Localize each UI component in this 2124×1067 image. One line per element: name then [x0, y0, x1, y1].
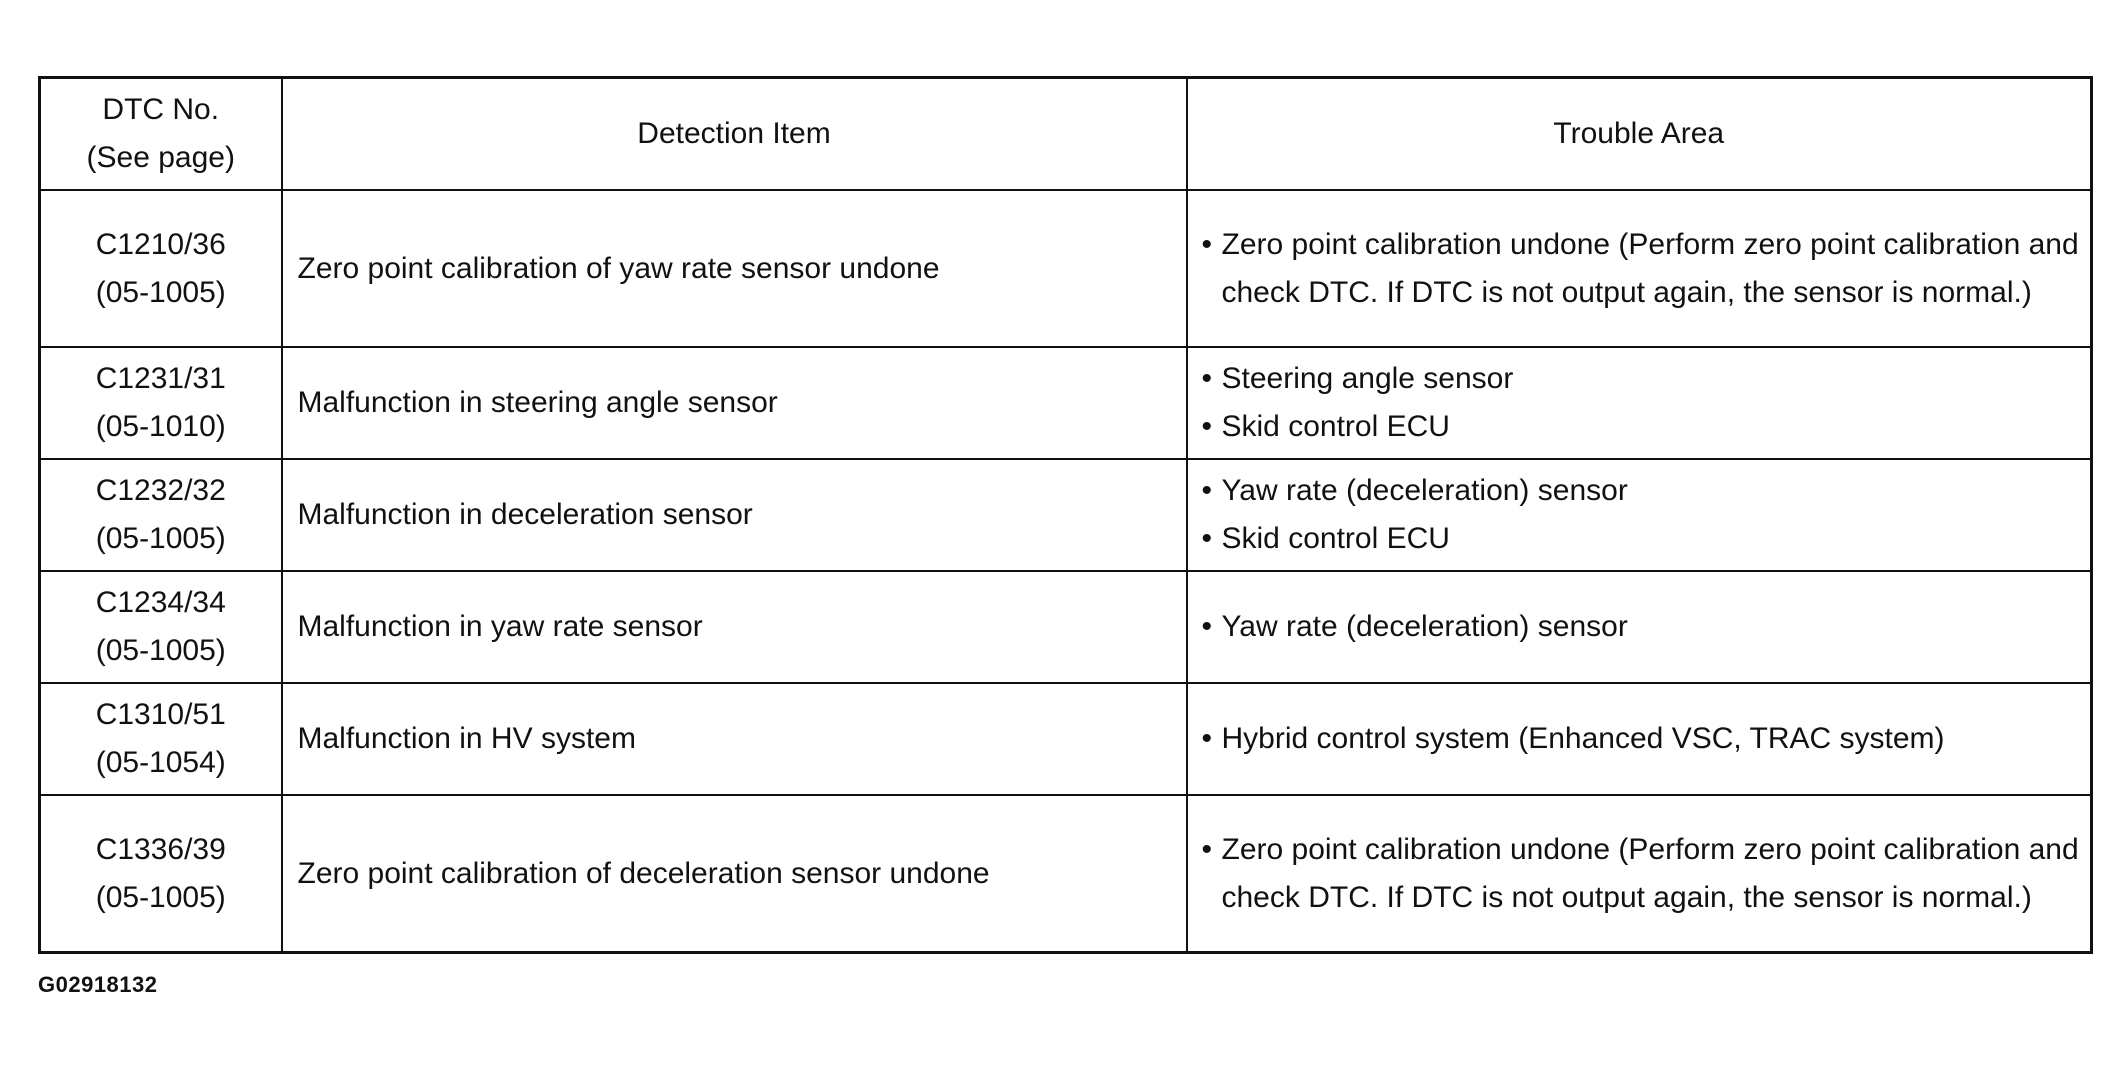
trouble-area-item: • Zero point calibration undone (Perform zero point calibration and check DTC. If DTC is not output again, the sensor is normal.)	[1202, 221, 2083, 317]
table-row	[40, 190, 2092, 347]
table-header	[40, 78, 2092, 191]
detection-item-cell: Malfunction in deceleration sensor	[282, 459, 1187, 571]
trouble-area-item: • Yaw rate (deceleration) sensor	[1202, 603, 2083, 651]
trouble-area-cell	[1187, 190, 2092, 347]
table-row	[40, 683, 2092, 795]
detection-item-cell: Malfunction in yaw rate sensor	[282, 571, 1187, 683]
figure-id: G02918132	[38, 972, 158, 997]
dtc-code: C1310/51	[95, 698, 226, 731]
trouble-area-item: • Skid control ECU	[1202, 403, 2083, 451]
table-row	[40, 571, 2092, 683]
dtc-page-ref: (05-1005)	[95, 522, 226, 555]
dtc-no-cell	[40, 459, 282, 571]
trouble-area-list	[1202, 467, 2083, 563]
table-row	[40, 795, 2092, 953]
header-dtc-no	[40, 78, 282, 191]
detection-item-cell: Malfunction in HV system	[282, 683, 1187, 795]
trouble-area-cell	[1187, 571, 2092, 683]
header-dtc-no-line2: (See page)	[86, 141, 235, 174]
header-detection-item: Detection Item	[282, 78, 1187, 191]
dtc-no-cell	[40, 795, 282, 953]
trouble-area-list	[1202, 826, 2083, 922]
dtc-code: C1232/32	[95, 474, 226, 507]
detection-item-cell: Zero point calibration of yaw rate sensor undone	[282, 190, 1187, 347]
trouble-area-cell	[1187, 347, 2092, 459]
header-row	[40, 78, 2092, 191]
trouble-area-item: • Skid control ECU	[1202, 515, 2083, 563]
trouble-area-list	[1202, 221, 2083, 317]
detection-item-cell: Zero point calibration of deceleration sensor undone	[282, 795, 1187, 953]
table-row	[40, 459, 2092, 571]
dtc-table	[38, 76, 2093, 954]
trouble-area-list	[1202, 355, 2083, 451]
dtc-no-cell	[40, 190, 282, 347]
trouble-area-list	[1202, 715, 2083, 763]
dtc-page-ref: (05-1005)	[95, 275, 226, 309]
dtc-code: C1210/36	[95, 227, 226, 261]
dtc-page-ref: (05-1005)	[95, 880, 226, 914]
table-body	[40, 190, 2092, 953]
trouble-area-list	[1202, 603, 2083, 651]
trouble-area-cell	[1187, 683, 2092, 795]
trouble-area-item: • Yaw rate (deceleration) sensor	[1202, 467, 2083, 515]
trouble-area-item: • Zero point calibration undone (Perform zero point calibration and check DTC. If DTC is not output again, the sensor is normal.)	[1202, 826, 2083, 922]
dtc-no-cell	[40, 347, 282, 459]
header-trouble-area: Trouble Area	[1187, 78, 2092, 191]
dtc-page-ref: (05-1005)	[95, 634, 226, 667]
dtc-code: C1231/31	[95, 362, 226, 395]
dtc-code: C1336/39	[95, 832, 226, 866]
dtc-page-ref: (05-1010)	[95, 410, 226, 443]
dtc-page-ref: (05-1054)	[95, 746, 226, 779]
trouble-area-item: • Hybrid control system (Enhanced VSC, TRAC system)	[1202, 715, 2083, 763]
trouble-area-cell	[1187, 795, 2092, 953]
header-dtc-no-line1: DTC No.	[102, 93, 220, 126]
dtc-code: C1234/34	[95, 586, 226, 619]
trouble-area-item: • Steering angle sensor	[1202, 355, 2083, 403]
dtc-no-cell	[40, 683, 282, 795]
dtc-no-cell	[40, 571, 282, 683]
table-row	[40, 347, 2092, 459]
detection-item-cell: Malfunction in steering angle sensor	[282, 347, 1187, 459]
trouble-area-cell	[1187, 459, 2092, 571]
